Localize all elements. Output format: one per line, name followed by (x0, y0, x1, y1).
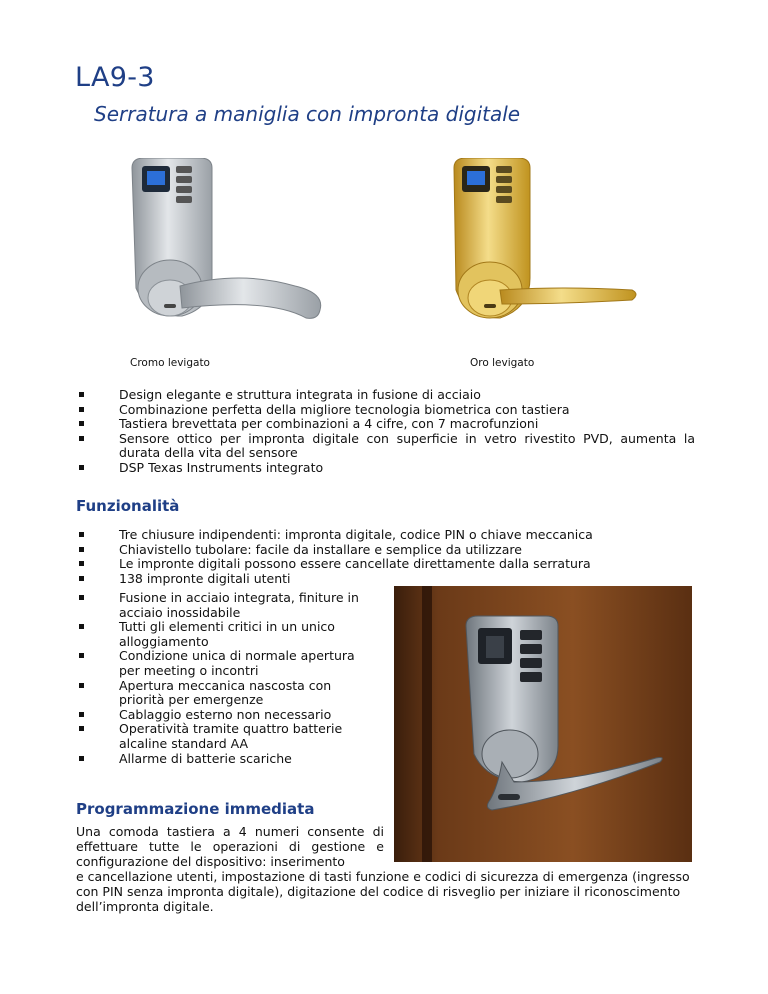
funzionalita-heading: Funzionalità (76, 497, 180, 515)
list-item: Operatività tramite quattro batterie alcaline standard AA (77, 722, 377, 751)
programmazione-text-full: e cancellazione utenti, impostazione di tasti funzione e codici di sicurezza di emergenza (ingresso con PIN senza impronta digitale), digitazione del codice di risveglio per iniziare il riconoscimento dell’impronta digitale. (76, 869, 690, 914)
list-item: Sensore ottico per impronta digitale con superficie in vetro rivestito PVD, aumenta la durata della vita del sensore (77, 432, 695, 461)
list-item: Tastiera brevettata per combinazioni a 4 cifre, con 7 macrofunzioni (77, 417, 695, 432)
programmazione-heading: Programmazione immediata (76, 800, 315, 818)
programmazione-text-narrow: Una comoda tastiera a 4 numeri consente di effettuare tutte le operazioni di gestione e configurazione del dispositivo: inserimento (76, 824, 384, 869)
list-item: Chiavistello tubolare: facile da installare e semplice da utilizzare (77, 543, 697, 558)
list-item: Condizione unica di normale apertura per meeting o incontri (77, 649, 377, 678)
funzionalita-list-full (77, 528, 697, 586)
list-item: DSP Texas Instruments integrato (77, 461, 695, 476)
chrome-lock-image (120, 158, 340, 348)
document-title: LA9-3 (75, 62, 155, 93)
list-item: 138 impronte digitali utenti (77, 572, 697, 587)
gold-lock-image (442, 158, 642, 348)
chrome-lock-caption: Cromo levigato (130, 357, 210, 369)
list-item: Le impronte digitali possono essere cancellate direttamente dalla serratura (77, 557, 697, 572)
feature-list (77, 388, 695, 476)
list-item: Tre chiusure indipendenti: impronta digitale, codice PIN o chiave meccanica (77, 528, 697, 543)
list-item: Apertura meccanica nascosta con priorità per emergenze (77, 679, 377, 708)
list-item: Tutti gli elementi critici in un unico alloggiamento (77, 620, 377, 649)
list-item: Fusione in acciaio integrata, finiture in acciaio inossidabile (77, 591, 377, 620)
funzionalita-list-narrow (77, 591, 377, 766)
installed-lock-photo (394, 586, 692, 862)
list-item: Cablaggio esterno non necessario (77, 708, 377, 723)
list-item: Combinazione perfetta della migliore tecnologia biometrica con tastiera (77, 403, 695, 418)
list-item: Allarme di batterie scariche (77, 752, 377, 767)
gold-lock-caption: Oro levigato (470, 357, 535, 369)
list-item: Design elegante e struttura integrata in fusione di acciaio (77, 388, 695, 403)
document-subtitle: Serratura a maniglia con impronta digitale (94, 102, 521, 126)
